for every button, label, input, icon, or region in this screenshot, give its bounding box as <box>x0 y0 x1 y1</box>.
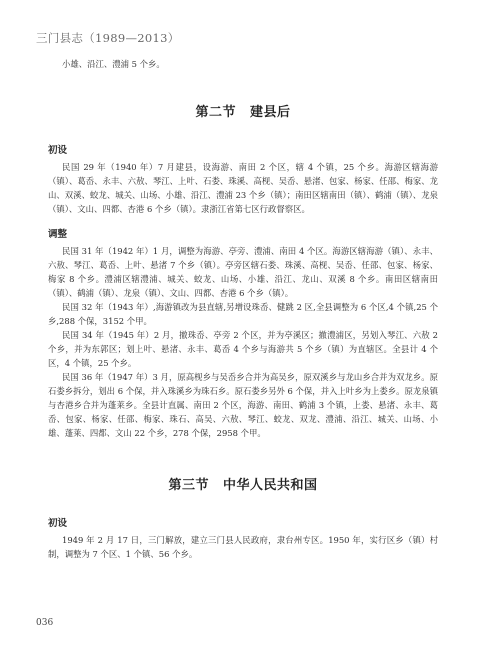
page-number: 036 <box>36 618 54 628</box>
subsection-prc-initial-heading: 初设 <box>48 518 68 529</box>
running-header: 三门县志（1989—2013） <box>36 31 180 45</box>
section-3-heading: 中华人民共和国 <box>223 478 318 493</box>
section-3-title <box>48 474 438 493</box>
intro-paragraph: 小雄、沿江、澧浦 5 个乡。 <box>62 59 165 69</box>
section-2-title <box>48 101 438 120</box>
paragraph-1949: 1949 年 2 月 17 日，三门解放，建立三门县人民政府，隶台州专区。1950 年，实行区乡（镇）村制，调整为 7 个区、1 个镇、56 个乡。 <box>48 535 438 559</box>
subsection-adjustment-heading: 调整 <box>48 229 68 240</box>
paragraph-1943: 民国 32 年（1943 年）,海游镇改为县直辖,另增设珠岙、健跳 2 区,全县调整为 6 个区,4 个镇,25 个乡,288 个保，3152 个甲。 <box>48 302 438 326</box>
page-content <box>48 57 438 561</box>
paragraph-1945: 民国 34 年（1945 年）2 月，撤珠岙、亭旁 2 个区，并为亭溪区；撤澧浦区，另划入琴江、六敖 2 个乡，并为东郭区；划上叶、悬渚、永丰、葛岙 4 个乡与海游共 5 个乡（镇）为直辖区。全县计 4 个区，4 个镇，25 个乡。 <box>48 330 438 368</box>
section-2-number: 第二节 <box>195 105 236 120</box>
section-2-heading: 建县后 <box>250 105 291 120</box>
paragraph-1940: 民国 29 年（1940 年）7 月建县，设海游、南田 2 个区，辖 4 个镇，25 个乡。海游区辖海游（镇）、葛岙、永丰、六敖、琴江、上叶、石娄、珠溪、高枧、吴岙、悬渚、包家、杨家、任邵、梅家、龙山、双溪、蛟龙、城关、山场、小雄、沿江、澧浦 23 个乡（镇）；南田区辖南田（镇）、鹤浦（镇）、龙泉（镇）、文山、四都、杏港 6 个乡（镇）。隶浙江省第七区行政督察区。 <box>48 162 438 214</box>
paragraph-1942: 民国 31 年（1942 年）1 月，调整为海游、亭旁、澧浦、南田 4 个区。海游区辖海游（镇）、永丰、六敖、琴江、葛岙、上叶、悬渚 7 个乡（镇）。亭旁区辖石娄、珠溪、高枧、吴岙、任邵、包家、杨家、梅家 8 个乡。澧浦区辖澧浦、城关、蛟龙、山场、小雄、沿江、龙山、双溪 8 个乡。南田区辖南田（镇）、鹤浦（镇）、龙泉（镇）、文山、四都、杏港 6 个乡（镇）。 <box>48 246 438 298</box>
subsection-initial-setup-heading: 初设 <box>48 145 68 156</box>
paragraph-1947: 民国 36 年（1947 年）3 月，原高枧乡与吴岙乡合并为高吴乡，原双溪乡与龙山乡合并为双龙乡。原石娄乡拆分，划出 6 个保，并入珠溪乡为珠石乡。原石娄乡另外 6 个保，并入上叶乡为上娄乡。原龙泉镇与杏港乡合并为蓬莱乡。全县计直属、南田 2 个区，海游、南田、鹤浦 3 个镇，上娄、悬渚、永丰、葛岙、包家、杨家、任邵、梅家、珠石、高吴、六敖、琴江、蛟龙、双龙、澧浦、沿江、城关、山场、小雄、蓬莱、四都、文山 22 个乡，278 个保，2958 个甲。 <box>48 372 438 438</box>
section-3-number: 第三节 <box>168 478 209 493</box>
